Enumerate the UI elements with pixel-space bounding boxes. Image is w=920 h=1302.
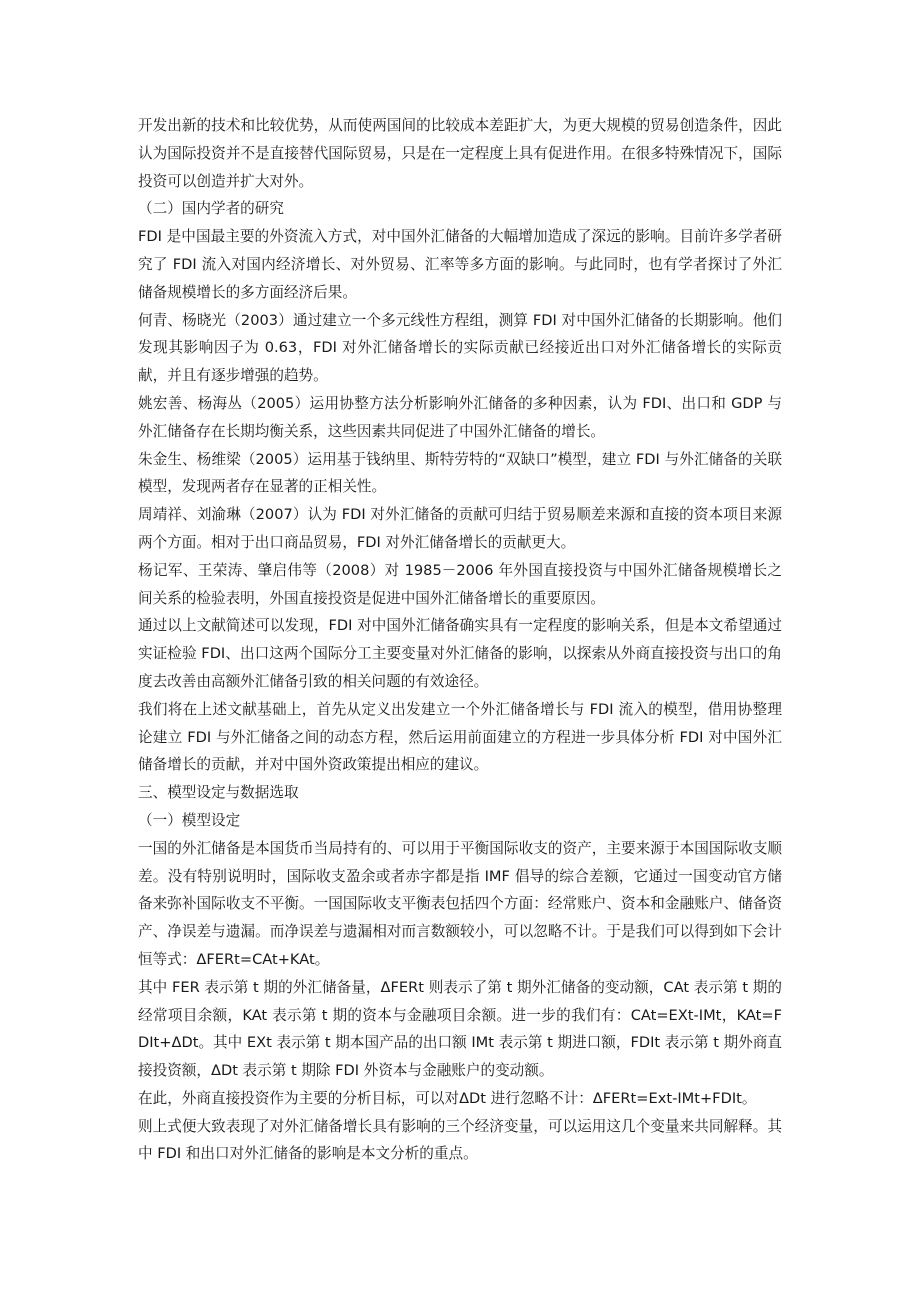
paragraph-variable-definitions: 其中 FER 表示第 t 期的外汇储备量，ΔFERt 则表示了第 t 期外汇储备的变动额，CAt 表示第 t 期的经常项目余额，KAt 表示第 t 期的资本与金融项目余额。进一步的我们有：CAt=EXt-IMt，KAt=FDIt+ΔDt。其中 EXt 表示第 t 期本国产品的出口额 IMt 表示第 t 期进口额，FDIt 表示第 t 期外商直接投资额，ΔDt 表示第 t 期除 FDI 外资本与金融账户的变动额。 — [138, 978, 782, 1080]
section-heading-domestic-research: （二）国内学者的研究 — [138, 200, 284, 218]
paragraph-zhou-liu: 周靖祥、刘渝琳（2007）认为 FDI 对外汇储备的贡献可归结于贸易顺差来源和直接的资本项目来源两个方面。相对于出口商品贸易，FDI 对外汇储备增长的贡献更大。 — [138, 506, 782, 551]
paragraph-heqing-yang: 何青、杨晓光（2003）通过建立一个多元线性方程组，测算 FDI 对中国外汇储备的长期影响。他们发现其影响因子为 0.63，FDI 对外汇储备增长的实际贡献已经接近出口对外汇储备增长的实际贡献，并且有逐步增强的趋势。 — [138, 311, 782, 385]
paragraph-fdi-overview: FDI 是中国最主要的外资流入方式，对中国外汇储备的大幅增加造成了深远的影响。目前许多学者研究了 FDI 流入对国内经济增长、对外贸易、汇率等多方面的影响。与此同时，也有学者探讨了外汇储备规模增长的多方面经济后果。 — [138, 228, 782, 301]
document-body — [138, 112, 782, 1168]
paragraph-zhu-yang: 朱金生、杨维梁（2005）运用基于钱纳里、斯特劳特的“双缺口”模型，建立 FDI 与外汇储备的关联模型，发现两者存在显著的正相关性。 — [138, 450, 782, 496]
paragraph-conclusion: 则上式便大致表现了对外汇储备增长具有影响的三个经济变量，可以运用这几个变量来共同解释。其中 FDI 和出口对外汇储备的影响是本文分析的重点。 — [138, 1117, 782, 1163]
paragraph-yao-yang: 姚宏善、杨海丛（2005）运用协整方法分析影响外汇储备的多种因素，认为 FDI、出口和 GDP 与外汇储备存在长期均衡关系，这些因素共同促进了中国外汇储备的增长。 — [138, 394, 782, 440]
paragraph-yang-wang-zhao: 杨记军、王荣涛、肇启伟等（2008）对 1985－2006 年外国直接投资与中国外汇储备规模增长之间关系的检验表明，外国直接投资是促进中国外汇储备增长的重要原因。 — [138, 561, 782, 607]
paragraph-literature-summary: 通过以上文献简述可以发现，FDI 对中国外汇储备确实具有一定程度的影响关系，但是本文希望通过实证检验 FDI、出口这两个国际分工主要变量对外汇储备的影响，以探索从外商直接投资与出口的角度去改善由高额外汇储备引致的相关问题的有效途径。 — [138, 617, 782, 690]
paragraph-simplified-equation: 在此，外商直接投资作为主要的分析目标，可以对ΔDt 进行忽略不计：ΔFERt=Ext-IMt+FDIt。 — [138, 1089, 757, 1107]
section-heading-model-data: 三、模型设定与数据选取 — [138, 784, 299, 802]
subsection-heading-model-setup: （一）模型设定 — [138, 811, 241, 829]
paragraph-research-plan: 我们将在上述文献基础上，首先从定义出发建立一个外汇储备增长与 FDI 流入的模型，借用协整理论建立 FDI 与外汇储备之间的动态方程，然后运用前面建立的方程进一步具体分析 FDI 对中国外汇储备增长的贡献，并对中国外资政策提出相应的建议。 — [138, 700, 782, 774]
paragraph-reserve-definition: 一国的外汇储备是本国货币当局持有的、可以用于平衡国际收支的资产，主要来源于本国国际收支顺差。没有特别说明时，国际收支盈余或者赤字都是指 IMF 倡导的综合差额，它通过一国变动官方储备来弥补国际收支不平衡。一国国际收支平衡表包括四个方面：经常账户、资本和金融账户、储备资产、净误差与遗漏。而净误差与遗漏相对而言数额较小，可以忽略不计。于是我们可以得到如下会计恒等式：ΔFERt=CAt+KAt。 — [138, 839, 782, 968]
paragraph-intro-continued: 开发出新的技术和比较优势，从而使两国间的比较成本差距扩大，为更大规模的贸易创造条件，因此认为国际投资并不是直接替代国际贸易，只是在一定程度上具有促进作用。在很多特殊情况下，国际投资可以创造并扩大对外。 — [138, 117, 782, 190]
